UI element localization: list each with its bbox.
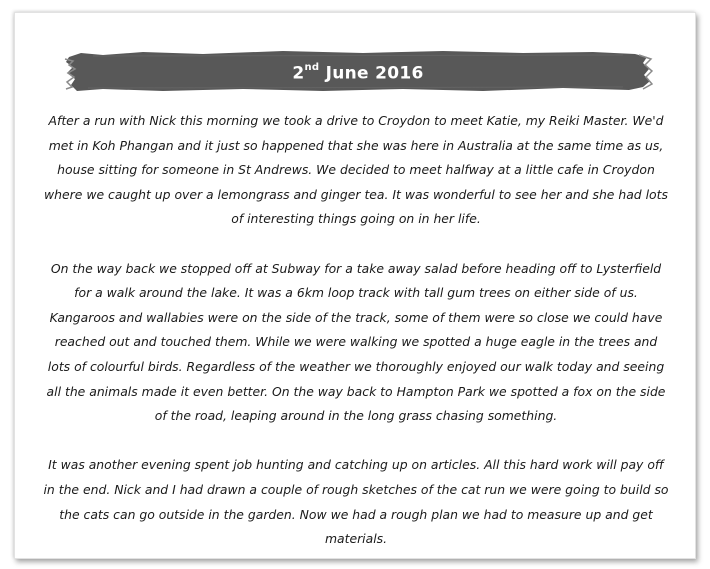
entry-body xyxy=(43,109,669,552)
entry-date xyxy=(63,47,653,95)
date-rest: June 2016 xyxy=(319,63,424,84)
date-suffix: nd xyxy=(304,62,320,73)
journal-page xyxy=(14,12,696,559)
entry-paragraph: On the way back we stopped off at Subway for a take away salad before heading off to Lysterfield for a walk around the lake. It was a 6km loop track with tall gum trees on either side of us. Kangaroos and wallabies were on the side of the track, some of them were so close we could have reached out and touched them. While we were walking we spotted a huge eagle in the trees and lots of colourful birds. Regardless of the weather we thoroughly enjoyed our walk today and seeing all the animals made it even better. On the way back to Hampton Park we spotted a fox on the side of the road, leaping around in the long grass chasing something. xyxy=(46,260,666,424)
date-day: 2 xyxy=(292,63,305,84)
entry-paragraph: After a run with Nick this morning we took a drive to Croydon to meet Katie, my Reiki Master. We'd met in Koh Phangan and it just so happened that she was here in Australia at the same time as us, house sitting for someone in St Andrews. We decided to meet halfway at a little cafe in Croydon where we caught up over a lemongrass and ginger tea. It was wonderful to see her and she had lots of interesting things going on in her life. xyxy=(44,113,668,227)
date-banner xyxy=(63,47,653,95)
entry-paragraph: It was another evening spent job hunting and catching up on articles. All this hard work will pay off in the end. Nick and I had drawn a couple of rough sketches of the cat run we were going to build so the cats can go outside in the garden. Now we had a rough plan we had to measure up and get materials. xyxy=(43,457,669,547)
